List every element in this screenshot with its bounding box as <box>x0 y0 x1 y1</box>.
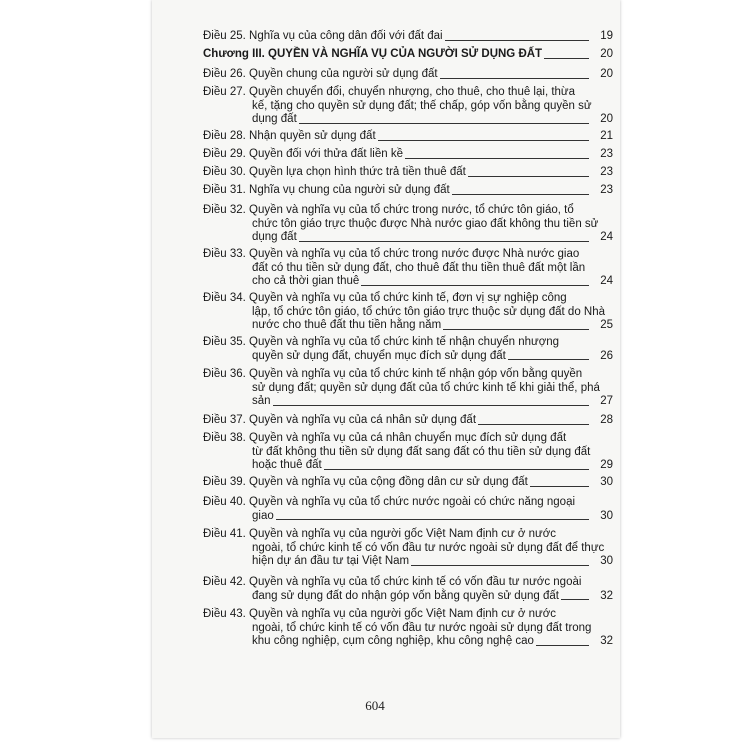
toc-page-number: 24 <box>600 275 613 287</box>
toc-page-number: 30 <box>600 476 613 488</box>
toc-entry-text: Điều 41. Quyền và nghĩa vụ của người gốc Việt Nam định cư ở nước <box>203 528 556 540</box>
dot-leader <box>468 176 589 177</box>
toc-entry-text: Điều 36. Quyền và nghĩa vụ của tổ chức kinh tế nhận góp vốn bằng quyền <box>203 368 583 380</box>
toc-entry-text: đang sử dụng đất do nhận góp vốn bằng quyền sử dụng đất <box>252 589 559 602</box>
toc-entry-text: kế, tặng cho quyền sử dụng đất; thế chấp, góp vốn bằng quyền sử <box>252 99 592 112</box>
toc-page-number: 32 <box>600 589 613 602</box>
toc-entry-text: hiện dự án đầu tư tại Việt Nam <box>252 555 410 567</box>
dot-leader <box>478 424 589 425</box>
toc-entry <box>203 476 613 490</box>
toc-page-number: 25 <box>600 319 613 331</box>
toc-entry <box>203 336 613 363</box>
toc-page-number: 28 <box>600 414 613 426</box>
toc-page-number: 29 <box>600 459 613 471</box>
toc-page-number: 19 <box>600 30 613 42</box>
dot-leader <box>445 40 589 41</box>
toc-entry-text: Điều 42. Quyền và nghĩa vụ của tổ chức kinh tế có vốn đầu tư nước ngoài <box>203 576 582 588</box>
toc-page-number: 20 <box>600 48 613 60</box>
toc-entry-text: Điều 27. Quyền chuyển đổi, chuyển nhượng, cho thuê, cho thuê lại, thừa <box>203 86 576 98</box>
toc-entry <box>203 576 613 603</box>
toc-entry-text: Điều 37. Quyền và nghĩa vụ của cá nhân sử dụng đất <box>203 414 477 426</box>
toc-entry-text: Điều 28. Nhận quyền sử dụng đất <box>203 130 376 142</box>
dot-leader <box>536 645 589 646</box>
dot-leader <box>440 78 589 79</box>
toc-entry-text: sản <box>252 395 271 407</box>
dot-leader <box>299 241 589 242</box>
toc-entry-text: nước cho thuê đất thu tiền hằng năm <box>252 319 442 331</box>
toc-entry-text: Điều 35. Quyền và nghĩa vụ của tổ chức kinh tế nhận chuyển nhượng <box>203 336 560 348</box>
toc-page-number: 27 <box>600 395 613 407</box>
toc-entry-text: Điều 30. Quyền lựa chọn hình thức trả tiền thuê đất <box>203 166 466 178</box>
dot-leader <box>361 285 589 286</box>
toc-entry <box>203 184 613 198</box>
toc-entry-text: Điều 29. Quyền đối với thửa đất liền kề <box>203 148 403 160</box>
dot-leader <box>452 194 589 195</box>
toc-entry-text: khu công nghiệp, cụm công nghiệp, khu công nghệ cao <box>252 635 534 647</box>
toc-entry-text: giao <box>252 509 274 522</box>
dot-leader <box>443 329 589 330</box>
toc-page-number: 23 <box>600 166 613 178</box>
toc-entry-text: sử dụng đất; quyền sử dụng đất của tổ chức kinh tế khi giải thể, phá <box>252 381 600 394</box>
toc-entry-text: Điều 34. Quyền và nghĩa vụ của tổ chức kinh tế, đơn vị sự nghiệp công <box>203 292 567 304</box>
toc-entry <box>203 248 613 289</box>
toc-entry <box>203 166 613 180</box>
toc-page-number: 23 <box>600 148 613 160</box>
toc-page-number: 23 <box>600 184 613 196</box>
toc-entry <box>203 368 613 409</box>
dot-leader <box>378 140 589 141</box>
dot-leader <box>276 519 589 520</box>
toc-entry-text: Điều 33. Quyền và nghĩa vụ của tổ chức trong nước được Nhà nước giao <box>203 248 580 260</box>
toc-entry <box>203 432 613 473</box>
toc-entry-text: Điều 32. Quyền và nghĩa vụ của tổ chức trong nước, tổ chức tôn giáo, tổ <box>203 204 574 216</box>
toc-entry <box>203 130 613 144</box>
toc-entry <box>203 204 613 245</box>
dot-leader <box>561 599 589 600</box>
toc-entry-text: hoặc thuê đất <box>252 459 322 471</box>
dot-leader <box>508 359 589 360</box>
toc-entry <box>203 528 613 569</box>
toc-entry-text: ngoài, tổ chức kinh tế có vốn đầu tư nước ngoài sử dụng đất trong <box>252 621 592 634</box>
toc-page-number: 24 <box>600 231 613 243</box>
toc-entry-text: Điều 26. Quyền chung của người sử dụng đất <box>203 68 438 80</box>
dot-leader <box>299 123 589 124</box>
toc-entry-text: cho cả thời gian thuê <box>252 275 360 287</box>
toc-entry-text: Điều 43. Quyền và nghĩa vụ của người gốc Việt Nam định cư ở nước <box>203 608 556 620</box>
page-number: 604 <box>365 698 385 713</box>
toc-page-number: 30 <box>600 509 613 522</box>
toc-entry-text: Điều 25. Nghĩa vụ của công dân đối với đất đai <box>203 30 443 42</box>
toc-entry-text: quyền sử dụng đất, chuyển mục đích sử dụng đất <box>252 349 506 362</box>
toc-entry <box>203 30 613 44</box>
toc-entry-text: từ đất không thu tiền sử dụng đất sang đất có thu tiền sử dụng đất <box>252 445 591 458</box>
toc-page-number: 30 <box>600 555 613 567</box>
dot-leader <box>273 405 589 406</box>
dot-leader <box>405 158 589 159</box>
toc-entry-text: dụng đất <box>252 113 297 125</box>
toc-entry <box>203 292 613 333</box>
dot-leader <box>324 469 589 470</box>
toc-page-number: 32 <box>600 635 613 647</box>
toc-entry <box>203 496 613 523</box>
toc-entry-text: dụng đất <box>252 231 297 243</box>
toc-entry <box>203 148 613 162</box>
dot-leader <box>411 565 589 566</box>
toc-entry-text: lập, tổ chức tôn giáo, tổ chức tôn giáo trực thuộc sử dụng đất do Nhà <box>252 305 606 318</box>
toc-entry <box>203 86 613 127</box>
toc-entry-text: ngoài, tổ chức kinh tế có vốn đầu tư nước ngoài sử dụng đất để thực <box>252 541 605 554</box>
toc-chapter <box>203 48 613 62</box>
toc-entry-text: chức tôn giáo trực thuộc được Nhà nước giao đất không thu tiền sử <box>252 217 599 230</box>
toc-page-number: 20 <box>600 68 613 80</box>
toc-entry <box>203 68 613 82</box>
toc-page-number: 26 <box>600 349 613 362</box>
toc-page-number: 21 <box>600 130 613 142</box>
toc-entry-text: Điều 38. Quyền và nghĩa vụ của cá nhân chuyển mục đích sử dụng đất <box>203 432 567 444</box>
dot-leader <box>530 486 589 487</box>
toc-entry <box>203 608 613 649</box>
toc-entry-text: Điều 31. Nghĩa vụ chung của người sử dụng đất <box>203 184 450 196</box>
dot-leader <box>544 58 589 59</box>
toc-entry-text: Chương III. QUYỀN VÀ NGHĨA VỤ CỦA NGƯỜI SỬ DỤNG ĐẤT <box>203 48 543 60</box>
toc-page-number: 20 <box>600 113 613 125</box>
toc-entry-text: Điều 40. Quyền và nghĩa vụ của tổ chức nước ngoài có chức năng ngoại <box>203 496 576 508</box>
toc-entry <box>203 414 613 428</box>
toc-entry-text: đất có thu tiền sử dụng đất, cho thuê đất thu tiền thuê đất một lần <box>252 261 586 274</box>
toc-entry-text: Điều 39. Quyền và nghĩa vụ của cộng đồng dân cư sử dụng đất <box>203 476 528 488</box>
